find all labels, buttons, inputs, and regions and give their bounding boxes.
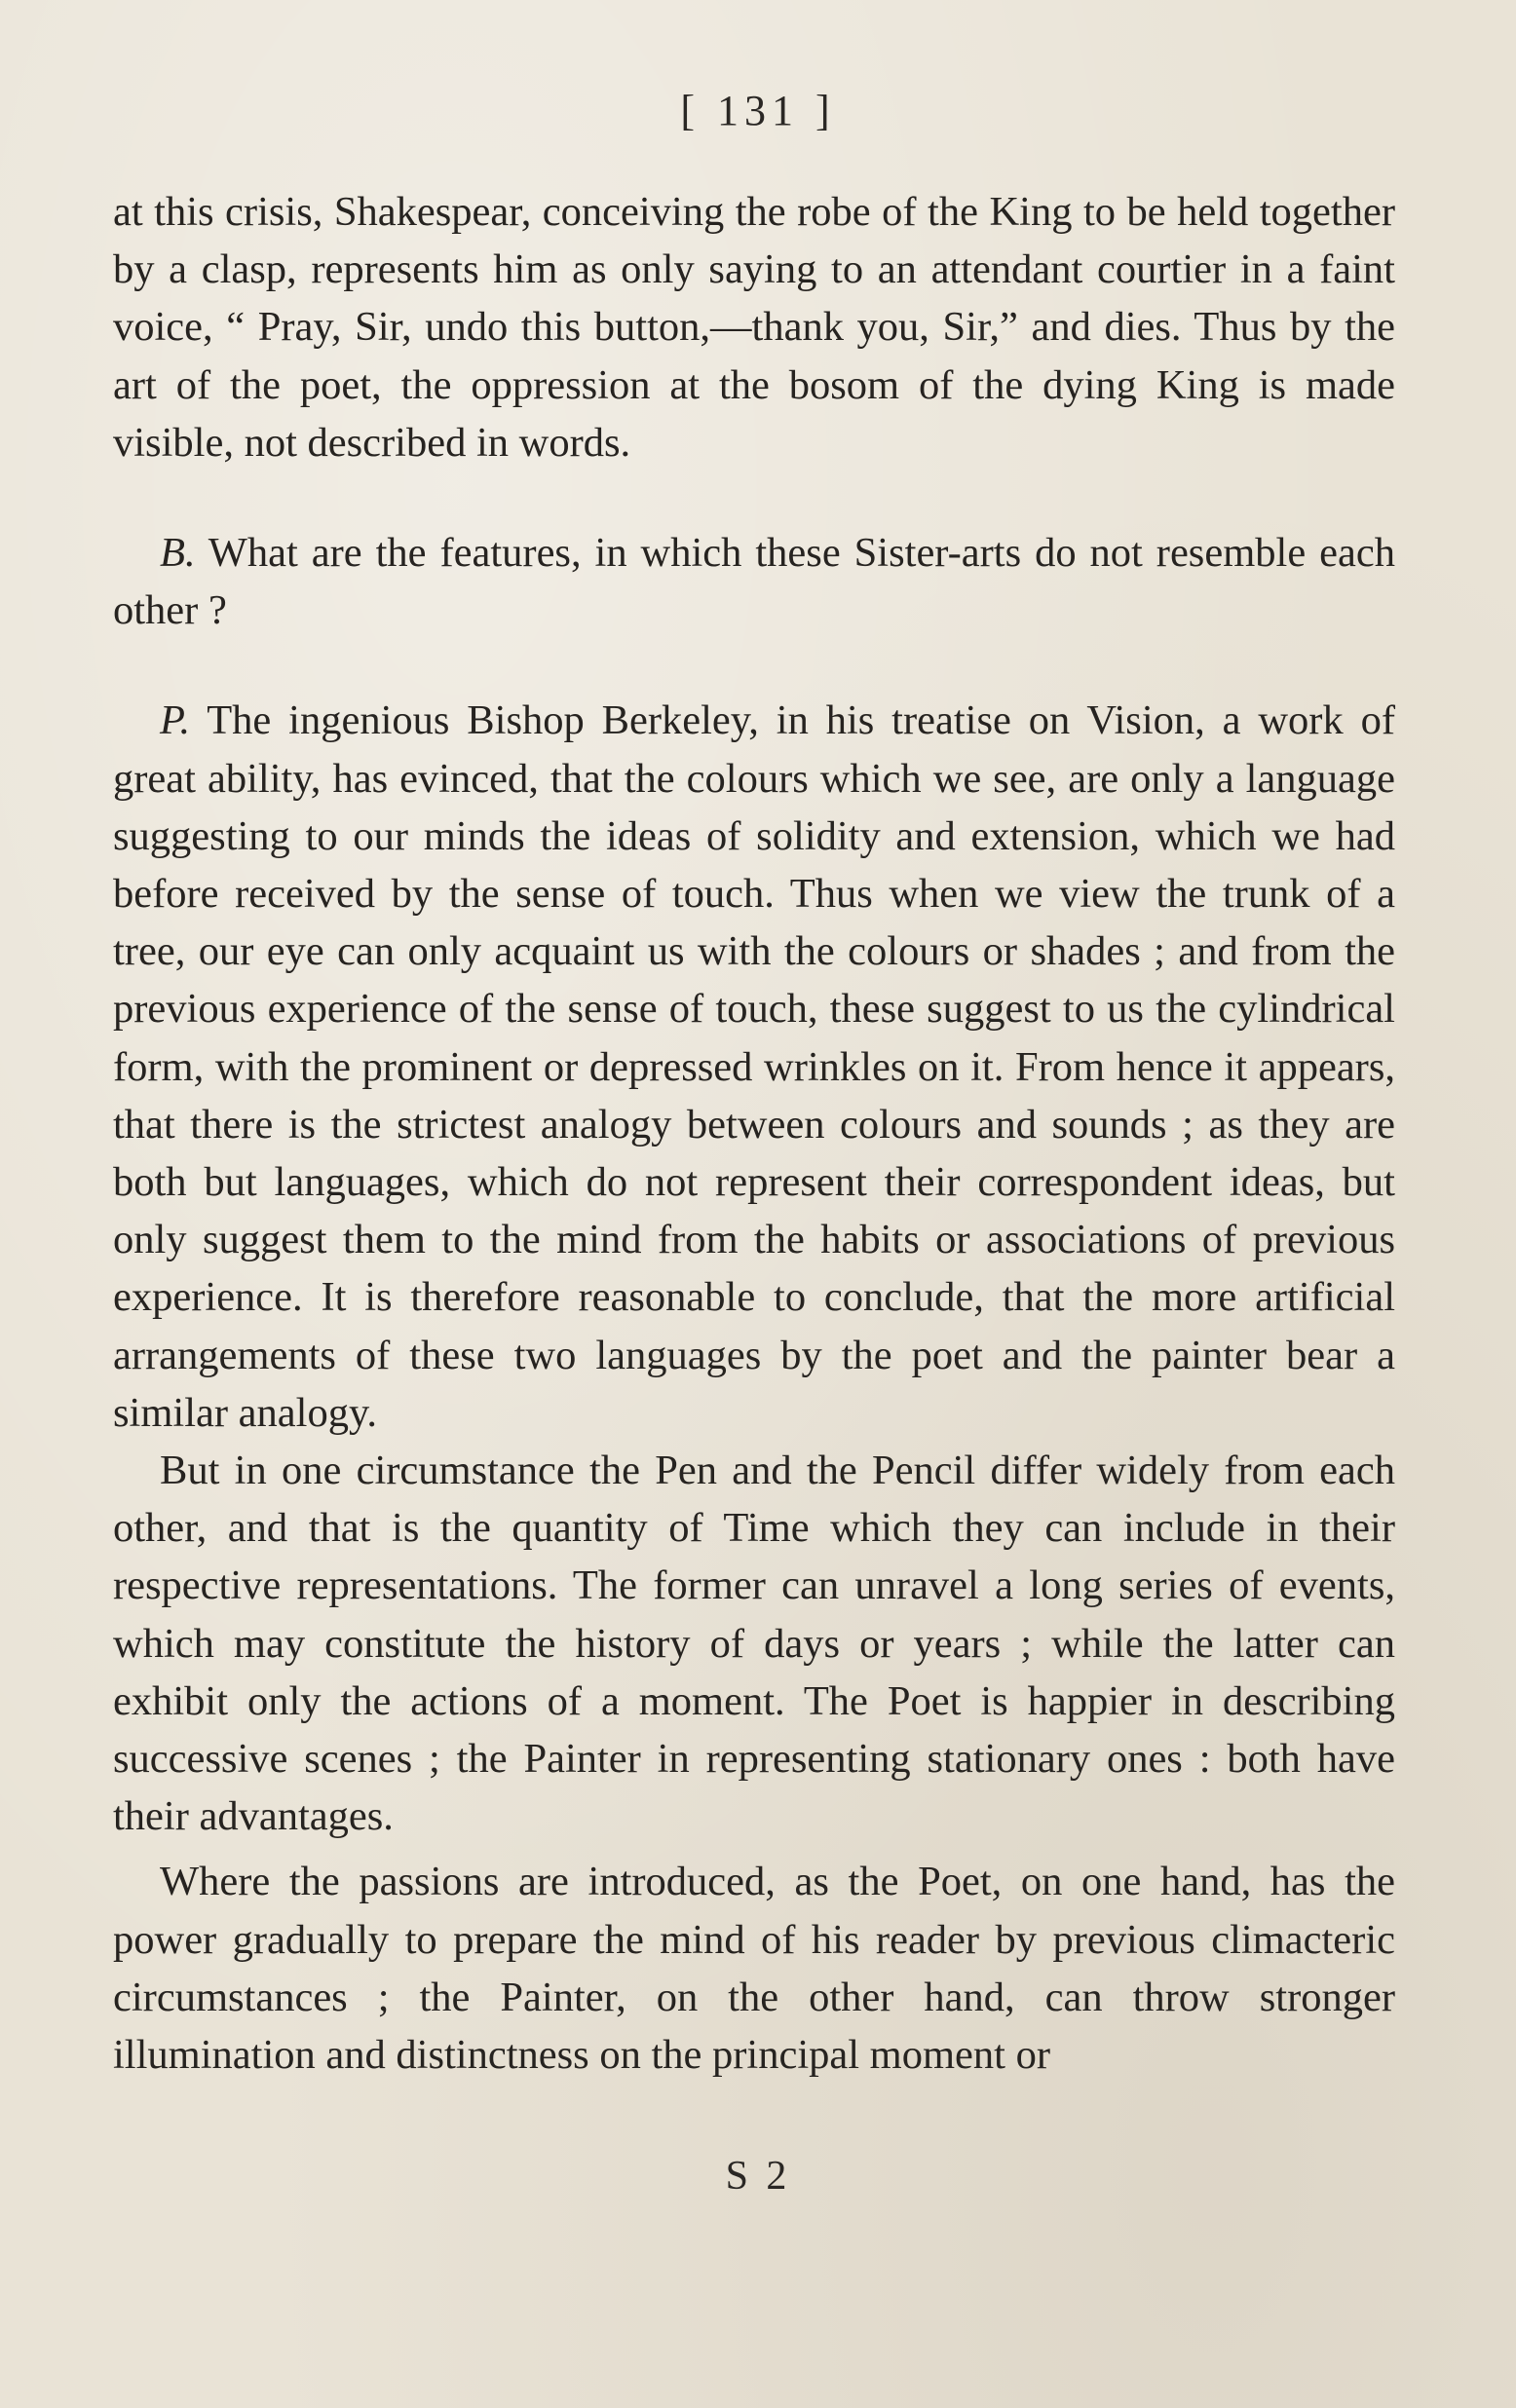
- paragraph-text: What are the features, in which these Sister-arts do not resemble each other ?: [113, 530, 1395, 634]
- paragraph-text: Where the passions are introduced, as the Poet, on one hand, has the power gradually to prepare the mind of his reader by previous climacteric circumstances ; the Painter, on the other hand, can throw stronger illumination and distinctness on the principal moment or: [113, 1859, 1395, 2079]
- paragraph-text: The ingenious Bishop Berkeley, in his treatise on Vision, a work of great ability, has evinced, that the colours which we see, are only a language suggesting to our minds the ideas of solidity and extension, which we had before received by the sense of touch. Thus when we view the trunk of a tree, our eye can only acquaint us with the colours or shades ; and from the previous experience of the sense of touch, these suggest to us the cylindrical form, with the prominent or depressed wrinkles on it. From hence it appears, that there is the strictest analogy between colours and sounds ; as they are both but languages, which do not represent their correspondent ideas, but only suggest them to the mind from the habits or associations of previous experience. It is therefore reasonable to conclude, that the more artificial arrangements of these two languages by the poet and the painter bear a similar analogy.: [113, 697, 1395, 1436]
- speaker-label: P.: [160, 697, 191, 744]
- signature-mark: S 2: [725, 2154, 791, 2199]
- body-text: [113, 183, 1395, 2084]
- paragraph-passions: [113, 1853, 1395, 2084]
- paragraph-pen-pencil: [113, 1442, 1395, 1845]
- speaker-label: B.: [160, 530, 196, 577]
- paragraph-dialogue-b: [113, 524, 1395, 639]
- page-number-header: [ 131 ]: [680, 87, 836, 134]
- paragraph-text: at this crisis, Shakespear, conceiving the robe of the King to be held together by a clasp, represents him as only saying to an attendant courtier in a faint voice, “ Pray, Sir, undo this button,—thank you, Sir,” and dies. Thus by the art of the poet, the oppression at the bosom of the dying King is made visible, not described in words.: [113, 189, 1395, 466]
- paragraph-dialogue-p: [113, 692, 1395, 1442]
- paragraph-text: But in one circumstance the Pen and the Pencil differ widely from each other, and that is the quantity of Time which they can include in their respective representations. The former can unravel a long series of events, which may constitute the history of days or years ; while the latter can exhibit only the actions of a moment. The Poet is happier in describing successive scenes ; the Painter in representing stationary ones : both have their advantages.: [113, 1448, 1395, 1840]
- paragraph-continuation: [113, 183, 1395, 471]
